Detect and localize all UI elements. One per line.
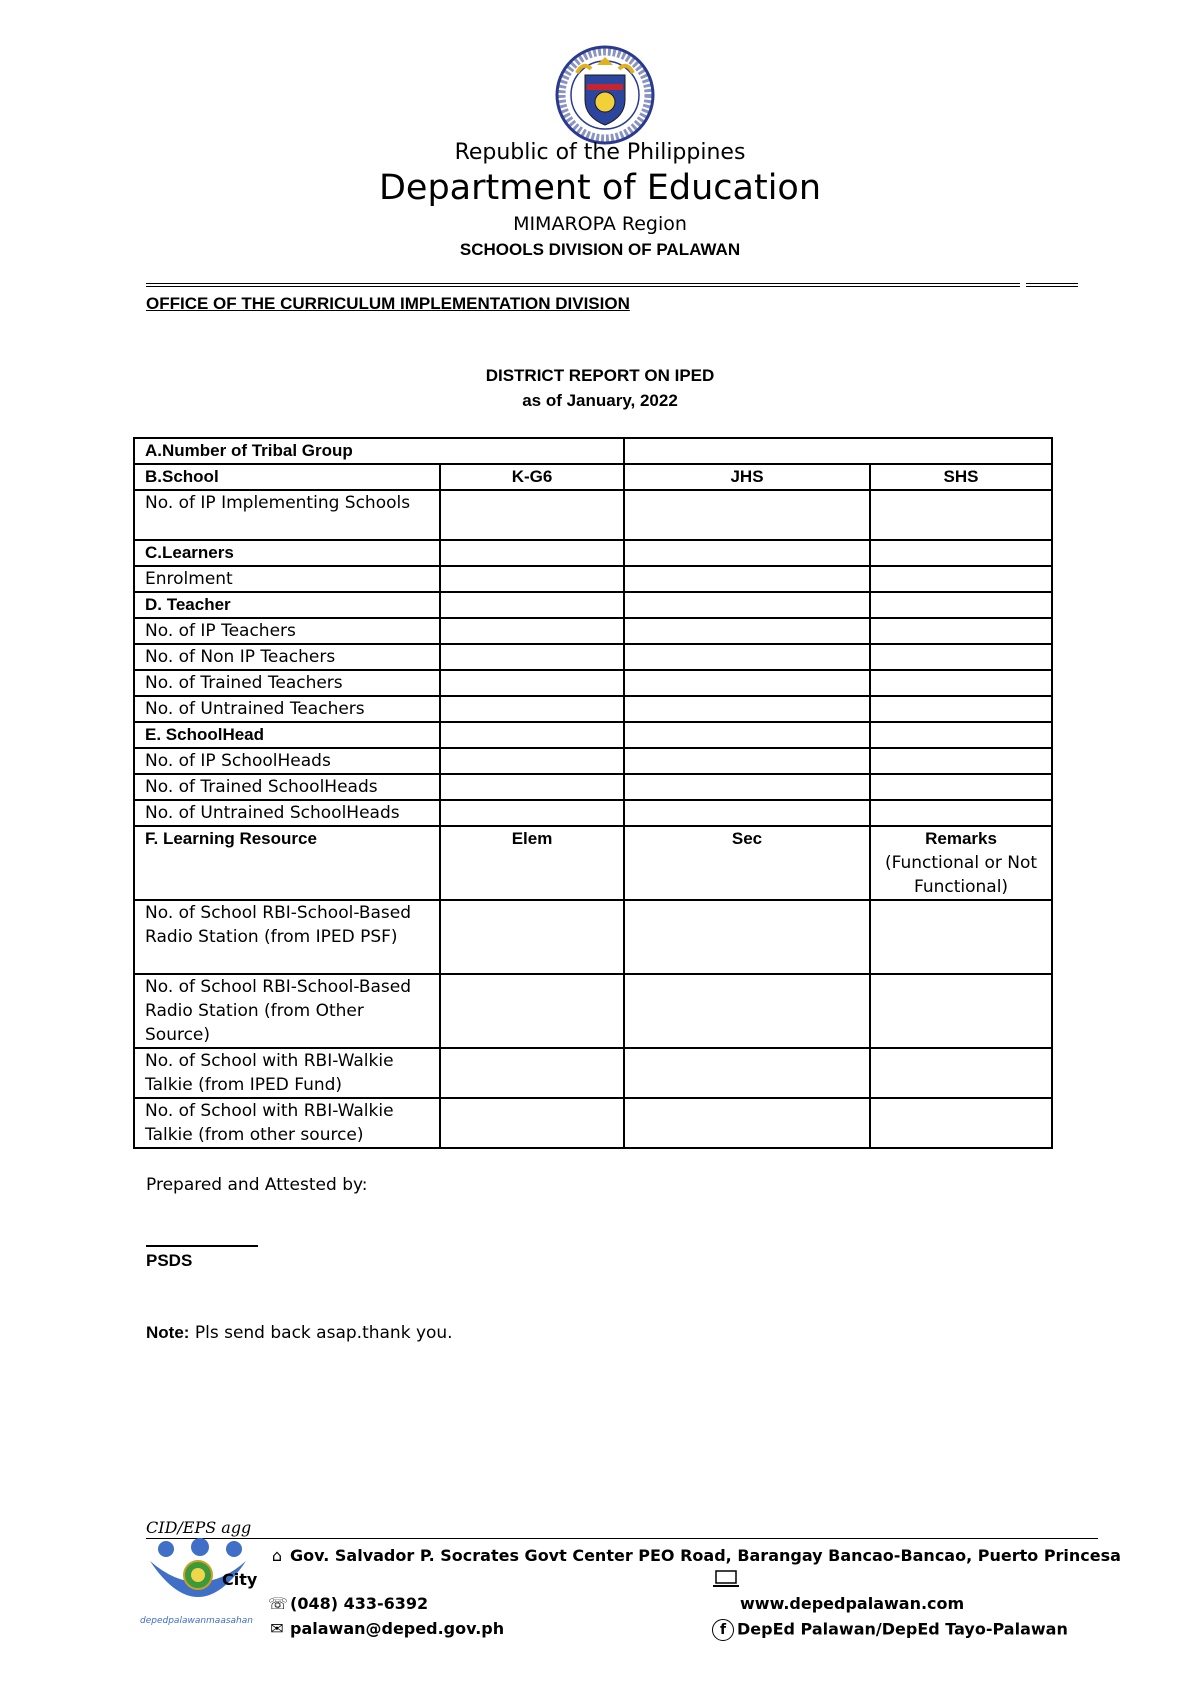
table-cell[interactable] xyxy=(870,1098,1052,1148)
table-row xyxy=(134,464,1052,490)
table-row xyxy=(134,722,1052,748)
department-name: Department of Education xyxy=(378,168,822,208)
iped-report-table xyxy=(133,437,1053,1149)
table-row xyxy=(134,826,1052,900)
facebook-icon: f xyxy=(712,1619,734,1641)
row-label: No. of School RBI-School-Based Radio Station (from Other Source) xyxy=(134,974,440,1048)
footer-website[interactable]: www.depedpalawan.com xyxy=(740,1594,965,1613)
table-cell[interactable] xyxy=(440,774,624,800)
table-cell[interactable] xyxy=(624,618,870,644)
table-row xyxy=(134,644,1052,670)
prepared-by-label: Prepared and Attested by: xyxy=(146,1175,368,1195)
table-cell[interactable] xyxy=(870,748,1052,774)
footer-phone xyxy=(268,1594,428,1613)
table-cell xyxy=(624,722,870,748)
table-cell xyxy=(870,722,1052,748)
table-row xyxy=(134,900,1052,974)
table-cell[interactable] xyxy=(624,1098,870,1148)
table-cell[interactable] xyxy=(440,490,624,540)
remarks-note: (Functional or Not Functional) xyxy=(884,853,1038,897)
col-header-sec: Sec xyxy=(624,826,870,900)
table-cell[interactable] xyxy=(624,566,870,592)
col-header-shs: SHS xyxy=(870,464,1052,490)
table-cell[interactable] xyxy=(440,1098,624,1148)
email-icon: ✉ xyxy=(270,1619,284,1638)
table-cell[interactable] xyxy=(870,900,1052,974)
email-text[interactable]: palawan@deped.gov.ph xyxy=(290,1619,505,1638)
table-cell xyxy=(624,592,870,618)
table-cell[interactable] xyxy=(624,644,870,670)
footer-address xyxy=(268,1546,1121,1565)
report-title: DISTRICT REPORT ON IPED xyxy=(485,366,715,385)
table-cell[interactable] xyxy=(624,774,870,800)
table-cell xyxy=(624,540,870,566)
table-cell xyxy=(440,540,624,566)
table-cell[interactable] xyxy=(870,644,1052,670)
address-text: Gov. Salvador P. Socrates Govt Center PEO Road, Barangay Bancao-Bancao, Puerto Princesa xyxy=(290,1546,1121,1565)
table-row xyxy=(134,1098,1052,1148)
remarks-label: Remarks xyxy=(925,829,997,848)
col-header-kg6: K-G6 xyxy=(440,464,624,490)
table-cell[interactable] xyxy=(440,748,624,774)
table-cell[interactable] xyxy=(440,618,624,644)
row-label: Enrolment xyxy=(134,566,440,592)
table-cell[interactable] xyxy=(870,618,1052,644)
col-header-jhs: JHS xyxy=(624,464,870,490)
header-divider-short xyxy=(1026,283,1078,287)
col-header-elem: Elem xyxy=(440,826,624,900)
phone-text: (048) 433-6392 xyxy=(290,1594,429,1613)
col-header-remarks xyxy=(870,826,1052,900)
document-code: CID/EPS agg xyxy=(146,1518,252,1537)
table-cell[interactable] xyxy=(624,1048,870,1098)
home-icon: ⌂ xyxy=(271,1546,283,1565)
footer-address-city: City xyxy=(222,1570,258,1589)
table-cell[interactable] xyxy=(870,774,1052,800)
footer-facebook xyxy=(712,1619,1068,1641)
teacher-section-label: D. Teacher xyxy=(134,592,440,618)
table-cell[interactable] xyxy=(624,670,870,696)
tribal-group-value[interactable] xyxy=(624,438,1052,464)
schoolhead-section-label: E. SchoolHead xyxy=(134,722,440,748)
signature-line[interactable] xyxy=(146,1245,258,1247)
row-label: No. of School with RBI-Walkie Talkie (from other source) xyxy=(134,1098,440,1148)
note-text: Pls send back asap.thank you. xyxy=(194,1323,453,1343)
table-row xyxy=(134,618,1052,644)
table-cell[interactable] xyxy=(440,696,624,722)
table-cell xyxy=(870,540,1052,566)
table-row xyxy=(134,490,1052,540)
table-cell[interactable] xyxy=(870,490,1052,540)
table-cell[interactable] xyxy=(624,696,870,722)
table-cell[interactable] xyxy=(624,974,870,1048)
table-cell[interactable] xyxy=(870,566,1052,592)
table-cell[interactable] xyxy=(624,748,870,774)
row-label: No. of Non IP Teachers xyxy=(134,644,440,670)
report-date: as of January, 2022 xyxy=(522,391,678,410)
row-label: No. of Untrained SchoolHeads xyxy=(134,800,440,826)
laptop-icon xyxy=(712,1570,740,1592)
table-cell[interactable] xyxy=(440,1048,624,1098)
table-cell[interactable] xyxy=(624,800,870,826)
table-row xyxy=(134,438,1052,464)
phone-icon: ☏ xyxy=(268,1594,289,1613)
table-cell[interactable] xyxy=(870,1048,1052,1098)
table-cell[interactable] xyxy=(870,974,1052,1048)
table-cell[interactable] xyxy=(870,800,1052,826)
school-section-label: B.School xyxy=(134,464,440,490)
row-label: No. of IP Teachers xyxy=(134,618,440,644)
table-row xyxy=(134,566,1052,592)
logo-text: depedpalawanmaasahan xyxy=(140,1616,253,1626)
table-cell[interactable] xyxy=(440,900,624,974)
header-divider xyxy=(146,283,1020,287)
deped-seal xyxy=(555,45,655,145)
table-cell[interactable] xyxy=(440,566,624,592)
table-cell[interactable] xyxy=(440,670,624,696)
resource-section-label: F. Learning Resource xyxy=(134,826,440,900)
row-label: No. of Trained Teachers xyxy=(134,670,440,696)
table-row xyxy=(134,800,1052,826)
table-row xyxy=(134,670,1052,696)
table-row xyxy=(134,540,1052,566)
table-row xyxy=(134,1048,1052,1098)
note-label: Note: xyxy=(146,1323,190,1342)
country-name: Republic of the Philippines xyxy=(454,140,746,165)
row-label: No. of IP Implementing Schools xyxy=(134,490,440,540)
office-name: OFFICE OF THE CURRICULUM IMPLEMENTATION DIVISION xyxy=(146,294,630,313)
row-label: No. of Trained SchoolHeads xyxy=(134,774,440,800)
row-label: No. of School RBI-School-Based Radio Station (from IPED PSF) xyxy=(134,900,440,974)
table-row xyxy=(134,974,1052,1048)
table-row xyxy=(134,748,1052,774)
table-cell[interactable] xyxy=(870,670,1052,696)
table-cell xyxy=(440,592,624,618)
table-row xyxy=(134,774,1052,800)
footer-email xyxy=(268,1619,504,1638)
facebook-text[interactable]: DepEd Palawan/DepEd Tayo-Palawan xyxy=(737,1619,1068,1639)
row-label: No. of IP SchoolHeads xyxy=(134,748,440,774)
region-name: MIMAROPA Region xyxy=(513,213,687,235)
table-cell xyxy=(870,592,1052,618)
signatory-title: PSDS xyxy=(146,1251,193,1270)
table-cell xyxy=(440,722,624,748)
table-row xyxy=(134,592,1052,618)
note xyxy=(146,1323,453,1343)
tribal-group-label: A.Number of Tribal Group xyxy=(134,438,624,464)
learners-section-label: C.Learners xyxy=(134,540,440,566)
table-cell[interactable] xyxy=(870,696,1052,722)
division-name: SCHOOLS DIVISION OF PALAWAN xyxy=(459,240,741,259)
table-cell[interactable] xyxy=(624,490,870,540)
table-cell[interactable] xyxy=(440,800,624,826)
row-label: No. of School with RBI-Walkie Talkie (from IPED Fund) xyxy=(134,1048,440,1098)
footer-divider xyxy=(146,1538,1098,1539)
table-cell[interactable] xyxy=(440,974,624,1048)
table-cell[interactable] xyxy=(440,644,624,670)
table-row xyxy=(134,696,1052,722)
row-label: No. of Untrained Teachers xyxy=(134,696,440,722)
table-cell[interactable] xyxy=(624,900,870,974)
